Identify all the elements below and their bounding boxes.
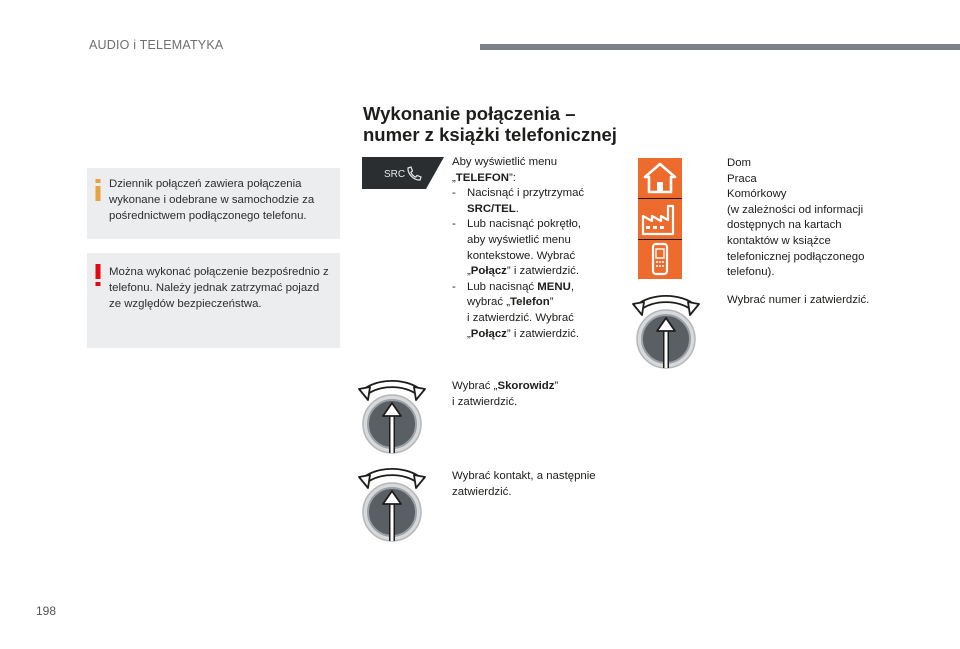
exclamation-icon — [95, 264, 101, 291]
warning-note-text: Można wykonać połączenie bezpośrednio z telefonu. Należy jednak zatrzymać pojazd ze względów bezpieczeństwa. — [109, 266, 329, 310]
factory-icon — [638, 199, 682, 239]
info-note-text: Dziennik połączeń zawiera połączenia wykonane i odebrane w samochodzie za pośrednictwem podłączonego telefonu. — [109, 178, 315, 222]
home-icon — [638, 158, 682, 198]
list-item: - Nacisnąć i przytrzymać SRC/TEL. — [452, 187, 585, 215]
info-icon — [95, 179, 101, 206]
step-phone-menu-text: Aby wyświetlić menu „TELEFON”: - Nacisnąć i przytrzymać SRC/TEL. - Lub nacisnąć pokrętło, aby wyświetlić menu kontekstowe. Wybrać „Połącz” i zatwierdzić. - Lub nacisnąć MENU, wybrać „Telefon” i zatwierdzić. Wybrać „Połącz” i zatwierdzić. — [452, 155, 612, 342]
section-title-line-2: numer z książki telefonicznej — [363, 124, 617, 145]
rotary-knob-icon — [358, 467, 426, 545]
step-contacts-text: Wybrać „Skorowidz” i zatwierdzić. — [452, 380, 559, 408]
step-select-contact-text: Wybrać kontakt, a następnie zatwierdzić. — [452, 470, 596, 498]
step-select-number-text: Wybrać numer i zatwierdzić. — [727, 294, 870, 306]
rotary-knob-icon — [358, 379, 426, 457]
src-tel-button — [362, 157, 444, 189]
section-header-title: AUDIO i TELEMATYKA — [89, 38, 224, 52]
number-types-text: Dom Praca Komórkowy (w zależności od informacji dostępnych na kartach kontaktów w książce telefonicznej podłączonego telefonu). — [727, 157, 865, 279]
info-note — [87, 168, 340, 239]
list-item: - Lub nacisnąć MENU, wybrać „Telefon” i zatwierdzić. Wybrać „Połącz” i zatwierdzić. — [452, 280, 580, 340]
rotary-knob-icon — [632, 294, 700, 372]
list-item: - Lub nacisnąć pokrętło, aby wyświetlić menu kontekstowe. Wybrać „Połącz” i zatwierdzić. — [452, 218, 581, 278]
mobile-phone-icon — [638, 240, 682, 279]
page-number: 198 — [36, 604, 57, 618]
warning-note — [87, 253, 340, 348]
number-type-icons — [638, 158, 682, 279]
section-title — [363, 103, 617, 145]
header-bar — [480, 44, 960, 50]
src-button-label: SRC — [384, 169, 406, 180]
section-title-line-1: Wykonanie połączenia – — [363, 103, 576, 124]
